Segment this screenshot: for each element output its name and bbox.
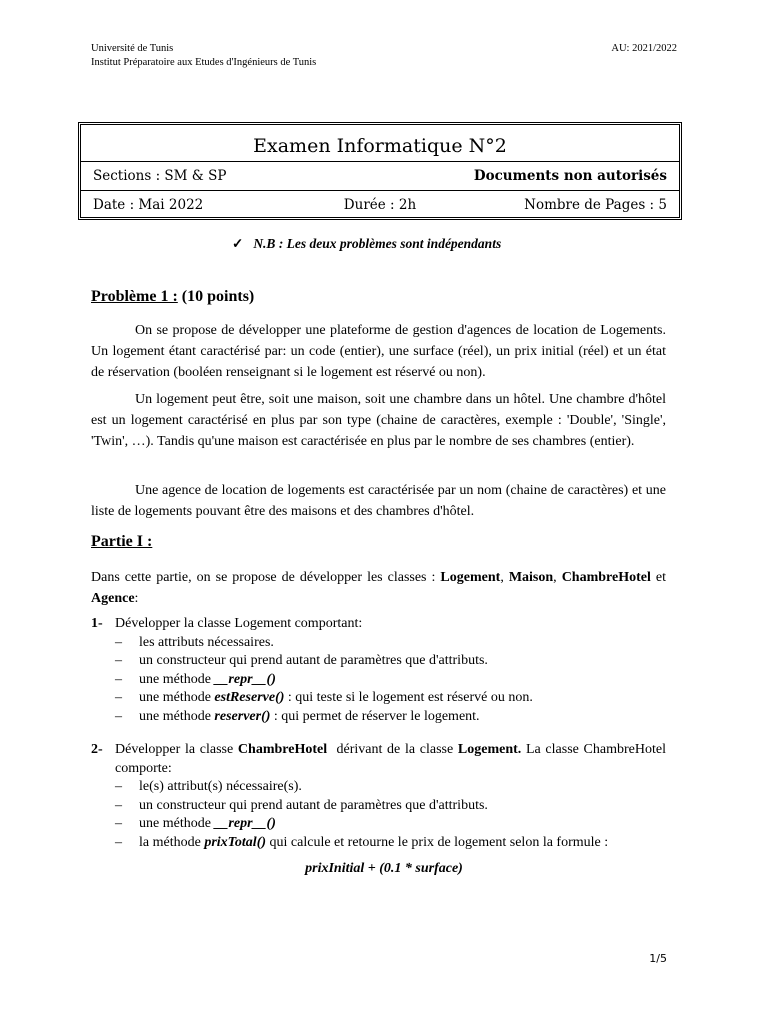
probleme1-paragraph-1: On se propose de développer une plateforme de gestion d'agences de location de Logements. Un logement étant caractérisé par: un code (entier), une surface (réel), un prix initial (réel) et un état de réservation (booléen renseignant si le logement est réservé ou non). bbox=[91, 323, 666, 380]
academic-year: AU: 2021/2022 bbox=[611, 43, 677, 54]
exam-page-count: Nombre de Pages : 5 bbox=[524, 197, 667, 213]
dash-bullet: ‒ bbox=[115, 779, 122, 794]
list-item-text: une méthode bbox=[139, 708, 215, 724]
list-item bbox=[115, 778, 666, 797]
question-2-list bbox=[115, 778, 666, 852]
list-item-text: une méthode bbox=[139, 690, 215, 705]
class-chambrehotel: ChambreHotel bbox=[237, 742, 328, 757]
list-item bbox=[115, 671, 666, 690]
list-item bbox=[115, 815, 666, 834]
probleme1-title: Problème 1 : bbox=[91, 288, 178, 305]
question-2-text bbox=[115, 741, 666, 778]
list-item bbox=[115, 652, 666, 671]
method-repr: __repr__() bbox=[214, 671, 276, 687]
question-2-text-b: dérivant de la classe bbox=[327, 742, 458, 757]
question-2-text-c: La classe ChambreHotel comporte: bbox=[115, 742, 666, 776]
list-item-text: le(s) attribut(s) nécessaire(s). bbox=[139, 779, 302, 794]
question-2 bbox=[91, 741, 666, 852]
header-institution bbox=[91, 42, 316, 70]
list-item-text: une méthode bbox=[139, 671, 215, 687]
exam-documents: Documents non autorisés bbox=[473, 168, 667, 184]
question-2-text-a: Développer la classe bbox=[115, 742, 238, 757]
probleme1-heading bbox=[91, 288, 254, 306]
separator: : bbox=[134, 591, 139, 606]
formula: prixInitial + (0.1 * surface) bbox=[305, 861, 463, 876]
separator: , bbox=[500, 570, 509, 585]
class-logement: Logement. bbox=[457, 742, 522, 757]
exam-header-box bbox=[78, 122, 682, 220]
list-item bbox=[115, 834, 666, 853]
nb-note bbox=[232, 236, 501, 252]
partie1-heading bbox=[91, 533, 152, 551]
dash-bullet: ‒ bbox=[115, 671, 122, 687]
question-1 bbox=[91, 615, 666, 726]
dash-bullet: ‒ bbox=[115, 816, 122, 831]
probleme1-points: (10 points) bbox=[181, 288, 255, 305]
exam-sections: Sections : SM & SP bbox=[93, 168, 227, 184]
question-1-text: Développer la classe Logement comportant: bbox=[115, 616, 363, 631]
question-1-list bbox=[115, 634, 666, 727]
dash-bullet: ‒ bbox=[115, 634, 122, 650]
class-logement: Logement bbox=[440, 570, 501, 585]
partie1-title: Partie I : bbox=[91, 533, 153, 550]
list-item bbox=[115, 634, 666, 653]
partie1-intro bbox=[91, 567, 666, 609]
class-agence: Agence bbox=[91, 591, 135, 606]
list-item-text: la méthode bbox=[139, 834, 205, 850]
class-chambrehotel: ChambreHotel bbox=[561, 570, 651, 585]
list-item bbox=[115, 689, 666, 708]
method-prixtotal: prixTotal() bbox=[204, 834, 267, 850]
list-item-text: un constructeur qui prend autant de paramètres que d'attributs. bbox=[139, 653, 488, 668]
exam-row-sections bbox=[81, 161, 679, 191]
list-item-text: un constructeur qui prend autant de paramètres que d'attributs. bbox=[139, 797, 488, 813]
method-repr: __repr__() bbox=[214, 816, 276, 831]
list-item-text: : qui teste si le logement est réservé ou non. bbox=[284, 690, 533, 705]
university-name: Université de Tunis bbox=[91, 43, 174, 54]
dash-bullet: ‒ bbox=[115, 690, 122, 705]
question-1-number: 1- bbox=[91, 616, 103, 631]
nb-text: N.B : Les deux problèmes sont indépendants bbox=[253, 236, 502, 251]
page-number: 1/5 bbox=[649, 952, 667, 965]
question-2-number: 2- bbox=[91, 742, 103, 757]
exam-title: Examen Informatique N°2 bbox=[253, 135, 507, 157]
partie1-intro-text: Dans cette partie, on se propose de développer les classes : bbox=[91, 570, 441, 585]
dash-bullet: ‒ bbox=[115, 797, 122, 813]
separator: , bbox=[553, 570, 557, 585]
checkmark-icon: ✓ bbox=[232, 236, 244, 251]
method-estreserve: estReserve() bbox=[214, 690, 285, 705]
list-item-text: qui calcule et retourne le prix de logement selon la formule : bbox=[266, 834, 609, 850]
class-maison: Maison bbox=[508, 570, 554, 585]
list-item-text: les attributs nécessaires. bbox=[139, 634, 274, 650]
exam-row-info bbox=[93, 191, 667, 219]
list-item-text: : qui permet de réserver le logement. bbox=[270, 708, 480, 724]
list-item-text: une méthode bbox=[139, 816, 215, 831]
separator: et bbox=[650, 570, 666, 585]
method-reserver: reserver() bbox=[214, 708, 271, 724]
list-item bbox=[115, 708, 666, 727]
dash-bullet: ‒ bbox=[115, 834, 122, 850]
institute-name: Institut Préparatoire aux Etudes d'Ingénieurs de Tunis bbox=[91, 57, 317, 68]
list-item bbox=[115, 797, 666, 816]
probleme1-paragraph-2: Un logement peut être, soit une maison, soit une chambre dans un hôtel. Une chambre d'hôtel est un logement caractérisé en plus par son type (chaine de caractères, exemple : 'Double', 'Single', 'Twin', …). Tandis qu'une maison est caractérisée en plus par le nombre de ses chambres (entier). bbox=[91, 392, 666, 449]
probleme1-paragraph-3: Une agence de location de logements est caractérisée par un nom (chaine de caractères) et une liste de logements pouvant être des maisons et des chambres d'hôtel. bbox=[91, 483, 666, 519]
exam-date: Date : Mai 2022 bbox=[93, 197, 204, 213]
exam-duration: Durée : 2h bbox=[343, 197, 417, 213]
dash-bullet: ‒ bbox=[115, 708, 122, 724]
dash-bullet: ‒ bbox=[115, 653, 122, 668]
